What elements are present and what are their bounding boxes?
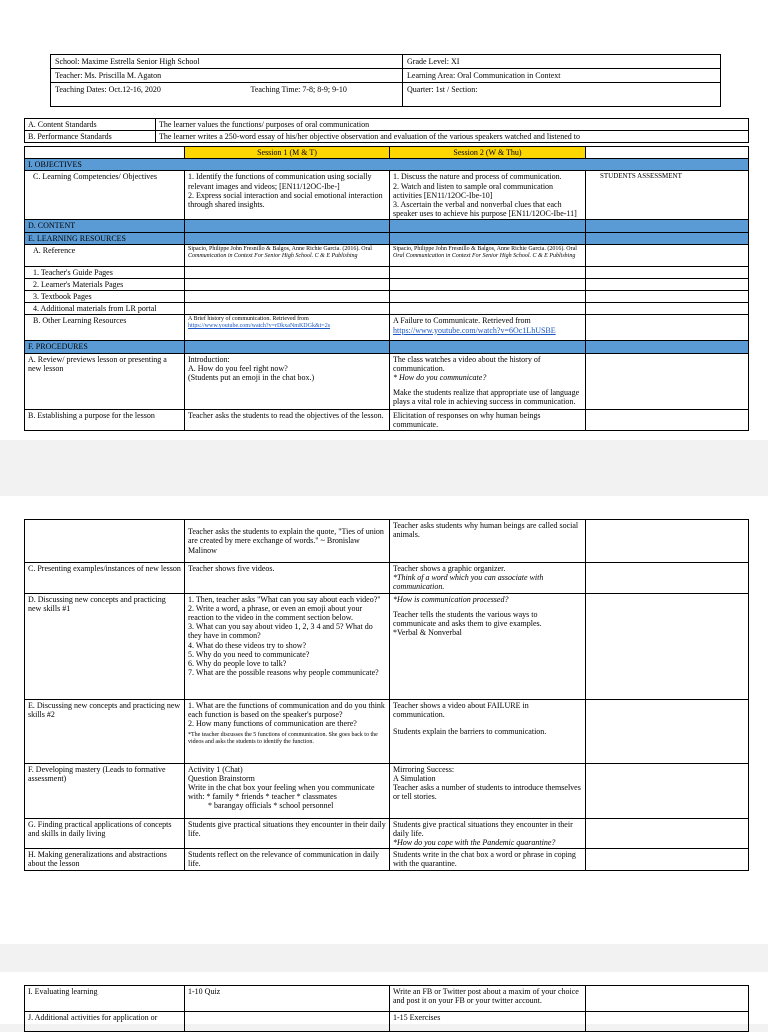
header-table	[50, 54, 721, 107]
session-2-competencies: 1. Discuss the nature and process of communication. 2. Watch and listen to sample oral communication activities [EN11/12OC-Ibe-10] 3. Ascertain the verbal and nonverbal clues that each speaker uses to achieve his purpose [EN11/12OC-Ibe-11]	[390, 171, 586, 220]
content-standards-text: The learner values the functions/ purposes of oral communication	[156, 119, 749, 131]
session-1-new-concepts-2: 1. What are the functions of communication and do you think each function is based on the speaker's purpose? 2. How many functions of communication are there? *The teacher discusses the 5 functions of communication. She goes back to the videos and asks the students to identify the function.	[185, 699, 390, 763]
session-2-presenting: Teacher shows a graphic organizer. *Think of a word which you can associate with communication.	[390, 563, 586, 594]
review-label: A. Review/ previews lesson or presenting a new lesson	[25, 353, 185, 409]
students-assessment: STUDENTS ASSESSMENT	[586, 171, 749, 220]
resources-heading: E. LEARNING RESOURCES	[25, 232, 185, 244]
lesson-table	[24, 146, 749, 431]
page-gap	[0, 944, 768, 972]
video-link[interactable]: https://www.youtube.com/watch?v=rDkxaNmKDGk&t=2s	[188, 323, 331, 330]
presenting-examples-label: C. Presenting examples/instances of new lesson	[25, 563, 185, 594]
session-2-evaluation: Write an FB or Twitter post about a maxim of your choice and post it on your FB or your twitter account.	[390, 986, 586, 1012]
practical-applications-label: G. Finding practical applications of concepts and skills in daily living	[25, 818, 185, 849]
session-1-generalizations: Students reflect on the relevance of communication in daily life.	[185, 849, 390, 870]
objectives-heading: I. OBJECTIVES	[25, 159, 749, 171]
session-1-review: Introduction: A. How do you feel right now? (Students put an emoji in the chat box.)	[185, 353, 390, 409]
session-2-social-animals: Teacher asks students why human beings are called social animals.	[390, 520, 586, 563]
content-heading: D. CONTENT	[25, 220, 185, 232]
session-1-presenting: Teacher shows five videos.	[185, 563, 390, 594]
generalizations-label: H. Making generalizations and abstractions about the lesson	[25, 849, 185, 870]
new-concepts-2-label: E. Discussing new concepts and practicing new skills #2	[25, 699, 185, 763]
developing-mastery-label: F. Developing mastery (Leads to formative assessment)	[25, 763, 185, 818]
quarter-section: Quarter: 1st / Section:	[403, 83, 721, 107]
resource-row: 3. Textbook Pages	[25, 291, 185, 303]
evaluating-label: I. Evaluating learning	[25, 986, 185, 1012]
session-2-new-concepts-2: Teacher shows a video about FAILURE in communication. Students explain the barriers to communication.	[390, 699, 586, 763]
session-2-practical: Students give practical situations they encounter in their daily life. *How do you cope with the Pandemic quarantine?	[390, 818, 586, 849]
new-concepts-1-label: D. Discussing new concepts and practicing new skills #1	[25, 593, 185, 699]
session-1-new-concepts-1: 1. Then, teacher asks "What can you say about each video?" 2. Write a word, a phrase, or even an emoji about your reaction to the video in the comment section below. 3. What can you say about video 1, 2, 3 4 and 5? What do they have in common? 4. What do these videos try to show? 5. Why do you need to communicate? 6. Why do people love to talk? 7. What are the possible reasons why people communicate?	[185, 593, 390, 699]
teaching-dates-time	[51, 83, 403, 107]
session-1-reference: Sipacio, Philippe John Fresnillo & Balgos, Anne Richie Garcia. (2016). Oral Communication in Context For Senior High School. C & E Publishing	[185, 244, 390, 266]
resource-row: 4. Additional materials from LR portal	[25, 303, 185, 315]
session-1-evaluation: 1-10 Quiz	[185, 986, 390, 1012]
session-2-header: Session 2 (W & Thu)	[390, 147, 586, 159]
teaching-time: Teaching Time: 7-8; 8-9; 9-10	[250, 85, 347, 95]
standards-table	[24, 118, 749, 143]
grade-level: Grade Level: XI	[403, 55, 721, 69]
performance-standards-text: The learner writes a 250-word essay of his/her objective observation and evaluation of the various speakers watched and listened to	[156, 131, 749, 143]
lesson-table-page-3	[24, 985, 749, 1032]
learning-area: Learning Area: Oral Communication in Context	[403, 69, 721, 83]
teacher-name: Teacher: Ms. Priscilla M. Agaton	[51, 69, 403, 83]
reference-label: A. Reference	[25, 244, 185, 266]
competencies-label: C. Learning Competencies/ Objectives	[25, 171, 185, 220]
procedures-heading: F. PROCEDURES	[25, 341, 185, 353]
session-1-quote: Teacher asks the students to explain the quote, "Ties of union are created by mere exchange of words." ~ Bronislaw Malinow	[185, 520, 390, 563]
session-2-other-resources: A Failure to Communicate. Retrieved from https://www.youtube.com/watch?v=6Oc1LhUSBE	[390, 315, 586, 341]
session-2-additional: 1-15 Exercises	[390, 1012, 586, 1032]
session-1-other-resources: A Brief history of communication. Retrieved from https://www.youtube.com/watch?v=rDkxaNmKDGk&t=2s	[185, 315, 390, 341]
session-2-reference: Sipacio, Philippe John Fresnillo & Balgos, Anne Richie Garcia. (2016). Oral Oral Communication in Context For Senior High School. C & E Publishing	[390, 244, 586, 266]
content-standards-label: A. Content Standards	[25, 119, 156, 131]
session-1-competencies: 1. Identify the functions of communication using socially relevant images and videos; [EN11/12OC-Ibe-] 2. Express social interaction and social emotional interaction through shared insights.	[185, 171, 390, 220]
other-resources-label: B. Other Learning Resources	[25, 315, 185, 341]
resource-row: 2. Learner's Materials Pages	[25, 278, 185, 290]
session-1-purpose: Teacher asks the students to read the objectives of the lesson.	[185, 409, 390, 430]
session-2-new-concepts-1: *How is communication processed? Teacher tells the students the various ways to communicate and asks them to give examples. *Verbal & Nonverbal	[390, 593, 586, 699]
performance-standards-label: B. Performance Standards	[25, 131, 156, 143]
teaching-dates: Teaching Dates: Oct.12-16, 2020	[55, 85, 161, 95]
session-2-mastery: Mirroring Success: A Simulation Teacher asks a number of students to introduce themselves or tell stories.	[390, 763, 586, 818]
session-1-mastery: Activity 1 (Chat) Question Brainstorm Write in the chat box your feeling when you communicate with: * family * friends * teacher * classmates * barangay officials * school personnel	[185, 763, 390, 818]
additional-activities-label: J. Additional activities for application or	[25, 1012, 185, 1032]
session-1-practical: Students give practical situations they encounter in their daily life.	[185, 818, 390, 849]
session-2-generalizations: Students write in the chat box a word or phrase in coping with the quarantine.	[390, 849, 586, 870]
resource-row: 1. Teacher's Guide Pages	[25, 266, 185, 278]
purpose-label: B. Establishing a purpose for the lesson	[25, 409, 185, 430]
video-link[interactable]: https://www.youtube.com/watch?v=6Oc1LhUSBE	[393, 325, 556, 335]
school-name: School: Maxime Estrella Senior High School	[51, 55, 403, 69]
session-1-header: Session 1 (M & T)	[185, 147, 390, 159]
session-2-review: The class watches a video about the history of communication. * How do you communicate? Make the students realize that appropriate use of language plays a vital role in achieving success in communication.	[390, 353, 586, 409]
lesson-table-continued	[24, 519, 749, 871]
session-2-purpose: Elicitation of responses on why human beings communicate.	[390, 409, 586, 430]
page-gap	[0, 440, 768, 496]
